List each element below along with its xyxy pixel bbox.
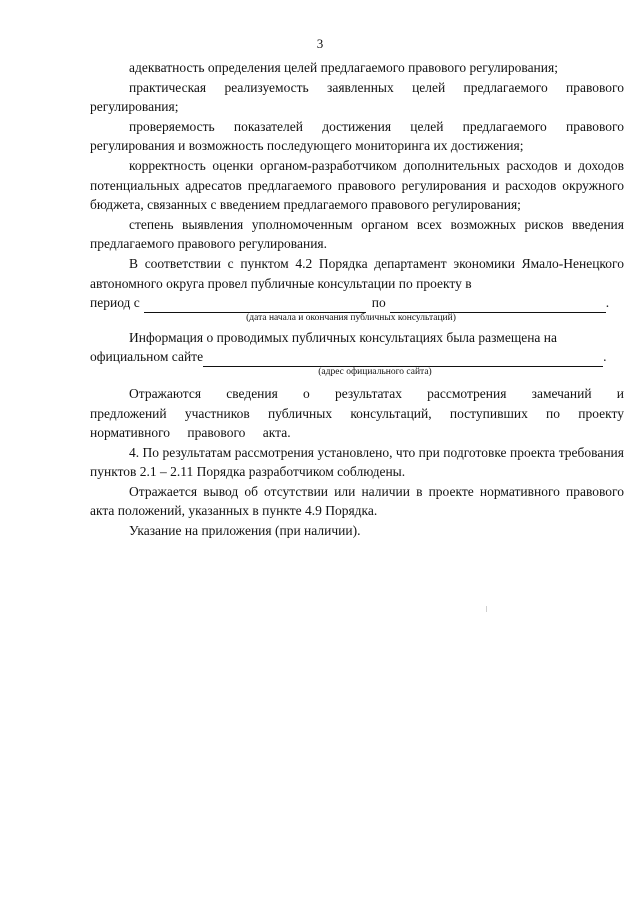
publication-paragraph: Информация о проводимых публичных консультациях была размещена на [129,329,558,345]
site-address-blank[interactable] [203,352,603,367]
site-end: . [603,349,607,365]
conclusion-paragraph: Отражается вывод об отсутствии или наличии в проекте нормативного правового акта положений, указанных в пункте 4.9 Порядка. [90,483,624,519]
attachments-paragraph: Указание на приложения (при наличии). [129,523,361,539]
consultation-period-line [90,293,624,313]
site-caption: (адрес официального сайта) [318,366,432,377]
criterion-paragraph: корректность оценки органом-разработчиком дополнительных расходов и доходов потенциальных адресатов предлагаемого правового регулирования и расходов окружного бюджета, связанных с введением предлагаемого правового регулирования; [90,157,624,213]
period-middle: по [371,295,386,311]
review-results-paragraph: Отражаются сведения о результатах рассмотрения замечаний и предложений участников публичных консультаций, поступивших по проекту нормативного правового акта. [90,385,624,441]
scan-artifact [486,606,487,612]
period-prefix: период с [90,295,140,311]
section-4-paragraph: 4. По результатам рассмотрения установлено, что при подготовке проекта требования пунктов 2.1 – 2.11 Порядка разработчиком соблюдены. [90,444,624,480]
criterion-paragraph: практическая реализуемость заявленных целей предлагаемого правового регулирования; [90,79,624,115]
period-end-blank[interactable] [390,298,606,313]
criterion-paragraph: степень выявления уполномоченным органом всех возможных рисков введения предлагаемого правового регулирования. [90,216,624,252]
criterion-paragraph: проверяемость показателей достижения целей предлагаемого правового регулирования и возможность последующего мониторинга их достижения; [90,118,624,154]
document-body [90,58,624,541]
period-start-blank[interactable] [144,298,366,313]
criterion-paragraph: адекватность определения целей предлагаемого правового регулирования; [129,60,558,75]
period-end: . [605,295,610,311]
publication-site-line [90,347,624,367]
consultation-paragraph: В соответствии с пунктом 4.2 Порядка департамент экономики Ямало-Ненецкого автономного округа провел публичные консультации по проекту в [90,255,624,291]
site-prefix: официальном сайте [90,349,204,365]
period-caption: (дата начала и окончания публичных консультаций) [246,312,456,323]
page-number: 3 [316,36,324,51]
